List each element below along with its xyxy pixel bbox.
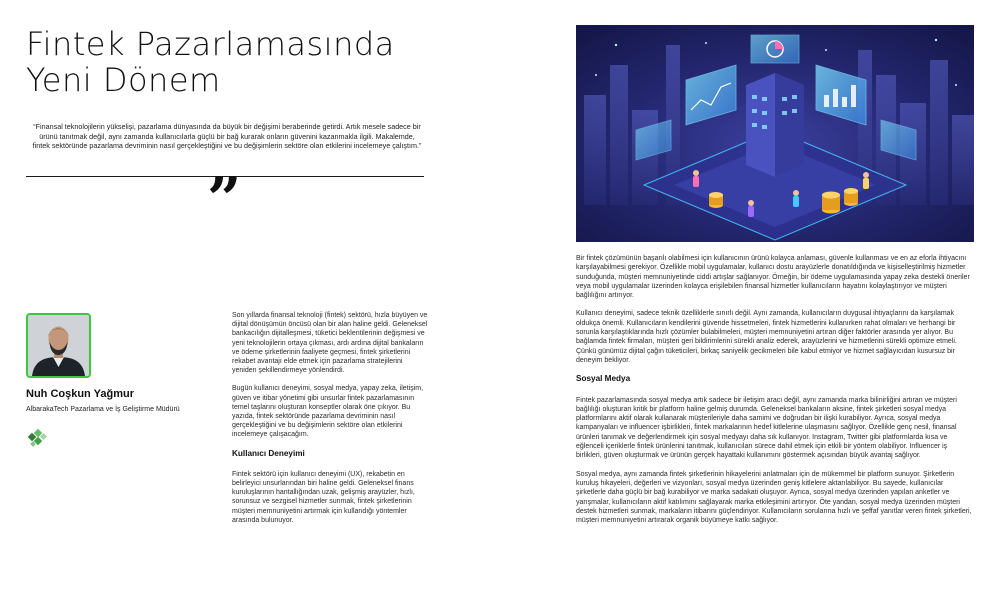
author-role: AlbarakaTech Pazarlama ve İş Geliştirme Müdürü <box>26 406 180 413</box>
paragraph: Bugün kullanıcı deneyimi, sosyal medya, yapay zeka, iletişim, güven ve itibar yönetimi gibi unsurlar fintek pazarlamasının temel taşlarını oluşturan konseptler olarak öne çıkıyor. Bu yazıda, fintek sektöründe pazarlama devriminin nasıl gerçekleştiğini ve bu değişimlerin sektöre olan etkilerini incelemeye çalışacağım. <box>232 385 424 439</box>
albarakatech-logo-icon <box>26 428 48 450</box>
paragraph: Son yıllarda finansal teknoloji (fintek) sektörü, hızla büyüyen ve dijital dönüşümün öncüsü olan bir alan haline geldi. Geleneksel bankacılığın dijitalleşmesi, tüketici beklentilerinin değişmesi ve yeni teknolojilerin ortaya çıkması, ardı ardına dijital bankaların ve ödeme şirketlerinin faaliyete geçmesi, fintek şirketlerini rekabet avantajı elde etmek için pazarlama stratejilerini yeniden şekillendirmeye yönlendirdi. <box>232 312 428 375</box>
article-title: Fintek Pazarlamasında Yeni Dönem <box>26 25 395 99</box>
author-photo <box>26 313 91 378</box>
paragraph: Sosyal medya, aynı zamanda fintek şirketlerinin hikayelerini anlatmaları için de mükemmel bir platform sunuyor. Şirketlerin kuruluş hikayeleri, değerleri ve vizyonları, sosyal medya üzerinden geniş kitlelere aktarılabiliyor. Bu sayede, kullanıcılar şirketlerle daha güçlü bir bağ kurabiliyor ve marka sadakati oluşuyor. Ayrıca, sosyal medya üzerinden yapılan anketler ve yarışmalar, kullanıcıların aktif katılımını sağlayarak marka etkileşimini artırıyor. Öte yandan, sosyal medya üzerinden müşteri destek hizmetleri sunmak, markaların itibarını güçlendiriyor. Kullanıcıların sorularına hızlı ve şeffaf yanıtlar veren fintek şirketleri, müşteri memnuniyetini artırarak organik büyümeye katkı sağlıyor. <box>576 470 972 525</box>
isometric-fintech-city-icon <box>576 25 974 242</box>
paragraph: Fintek pazarlamasında sosyal medya artık sadece bir iletişim aracı değil, aynı zamanda marka bilinirliğini artıran ve müşteri bağlılığı oluşturan kritik bir platform haline gelmiş durumda. Geleneksel bankaların aksine, fintek şirketleri sosyal medya platformlarını aktif olarak kullanarak müşterileriyle daha samimi ve doğrudan bir ilişki kurabiliyor. Ayrıca, sosyal medya kampanyaları ve influencer işbirlikleri, fintek markalarının hedef kitlelerine ulaşmasını sağlıyor. Özellikle genç nesil, finansal ürünleri tanımak ve değerlendirmek için sosyal medyayı daha sık kullanıyor. Instagram, Twitter gibi platformlarda kısa ve eğlenceli içeriklerle fintek ürünlerini tanıtmak, kullanıcıları sürece dahil etmek için etkili bir yöntem olabiliyor. Influencer iş birlikleri, güven oluşturmak ve ürünün gerçek hayattaki kullanımını göstermek açısından büyük avantaj sağlıyor. <box>576 396 957 460</box>
paragraph: Bir fintek çözümünün başarılı olabilmesi için kullanıcının ürünü kolayca anlaması, güvenle kullanması ve en az eforla ihtiyacını karşılayabilmesi gerekiyor. Özellikle mobil uygulamalar, kullanıcı dostu arayüzlerle donatıldığında ve kişiselleştirilmiş hizmetler sunduğunda, müşteri memnuniyetinde ciddi artışlar sağlanıyor. Örneğin, bir ödeme uygulamasında yapay zeka destekli öneriler veya mobil uygulamalar üzerinden kolayca erişilebilen finansal hizmetler kullanıcıların hayatını kolaylaştırıyor ve müşteri bağlılığını artırıyor. <box>576 255 970 300</box>
paragraph: Kullanıcı deneyimi, sadece teknik özelliklerle sınırlı değil. Aynı zamanda, kullanıcıların duygusal ihtiyaçlarını da karşılamak oldukça önemli. Kullanıcıların kendilerini güvende hissetmeleri, fintek hizmetlerini kullanırken rahat olmaları ve herhangi bir sorunla karşılaştıklarında hızlı çözümler bulabilmeleri, müşteri memnuniyetini artıran diğer faktörler arasında yer alıyor. Bu bağlamda fintek firmaları, müşteri geri bildirimlerini sürekli analiz ederek, arayüzlerini ve hizmetlerini sürekli optimize etmeli. Çünkü günümüz dijital çağın tüketicileri, birkaç saniyelik gecikmeleri bile kabul etmiyor ve hizmet sağlayıcıdan kusursuz bir deneyim bekliyor. <box>576 310 957 364</box>
pull-quote: “Finansal teknolojilerin yükselişi, pazarlama dünyasında da büyük bir değişimi beraberinde getirdi. Artık mesele sadece bir ürünü tanıtmak değil, aynı zamanda kullanıcılarla güçlü bir bağ kurarak onların güvenini kazanmakla ilgili. Makalemde, fintek sektöründe pazarlama devriminin nasıl gerçekleştiğini ve bu değişimlerin sektöre olan etkilerini incelemeye çalıştım.” <box>32 122 422 150</box>
right-column <box>576 254 974 534</box>
paragraph: Fintek sektörü için kullanıcı deneyimi (UX), rekabetin en belirleyici unsurlarından biri haline geldi. Geleneksel finans kuruluşlarının hantallığından uzak, gelişmiş arayüzler, hızlı, sorunsuz ve sezgisel hizmetler sunmak, fintek şirketlerinin müşteri memnuniyetini artırmak için kullandığı yöntemler arasında bulunuyor. <box>232 470 415 524</box>
middle-column <box>232 311 428 534</box>
section-heading: Kullanıcı Deneyimi <box>232 448 305 458</box>
quote-mark-icon: ” <box>207 165 242 235</box>
hero-illustration <box>576 25 974 242</box>
section-heading: Sosyal Medya <box>576 374 631 384</box>
person-portrait-icon <box>28 315 89 376</box>
author-name: Nuh Coşkun Yağmur <box>26 388 134 400</box>
